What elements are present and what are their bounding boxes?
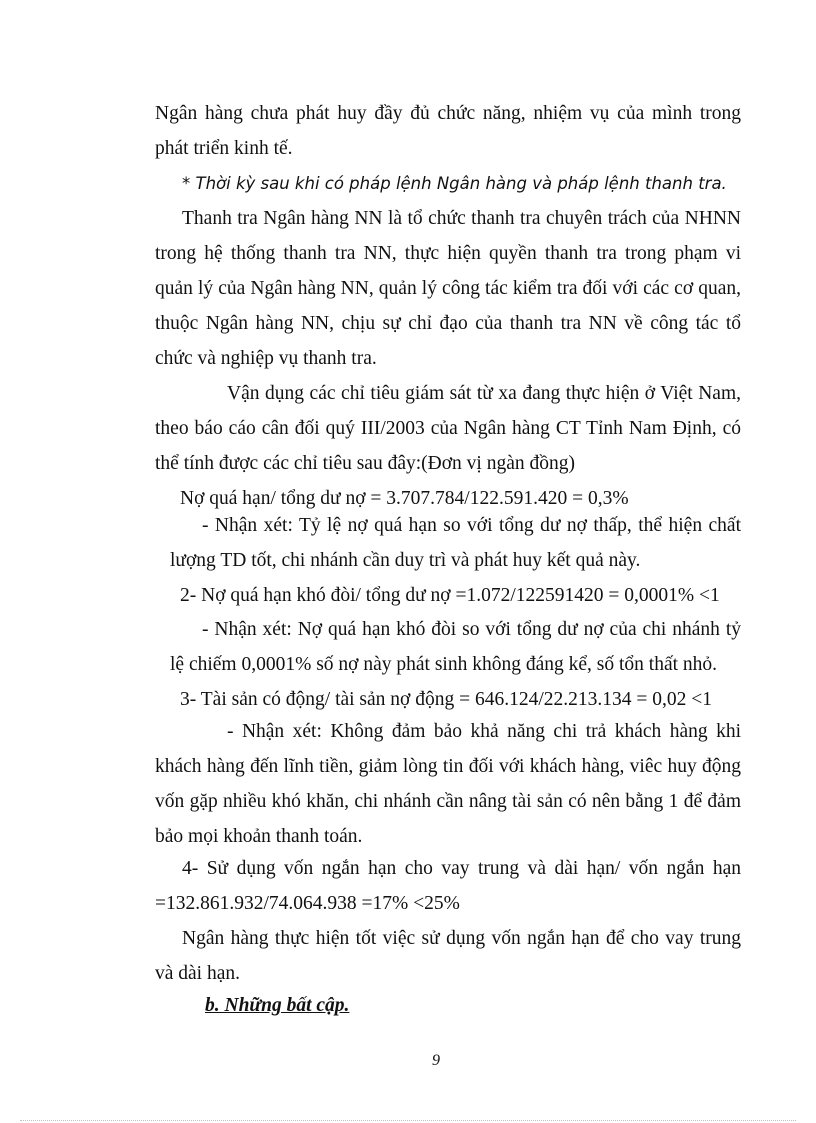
ratio-overdue-total: Nợ quá hạn/ tổng dư nợ = 3.707.784/122.591.420 = 0,3% [180,488,629,509]
intro-paragraph: Ngân hàng chưa phát huy đầy đủ chức năng, nhiệm vụ của mình trong phát triển kinh tế. [155,103,741,159]
ratio-liquid-assets: 3- Tài sản có động/ tài sản nợ động = 646.124/22.213.134 = 0,02 <1 [180,689,713,710]
ratio-short-term-capital: 4- Sử dụng vốn ngắn hạn cho vay trung và dài hạn/ vốn ngắn hạn =132.861.932/74.064.938 =17% <25% [155,858,741,914]
period-note: * Thời kỳ sau khi có pháp lệnh Ngân hàng và pháp lệnh thanh tra. [182,174,727,193]
inspection-paragraph: Thanh tra Ngân hàng NN là tổ chức thanh tra chuyên trách của NHNN trong hệ thống thanh tra NN, thực hiện quyền thanh tra trong phạm vi quản lý của Ngân hàng NN, quản lý công tác kiểm tra đối với các cơ quan, thuộc Ngân hàng NN, chịu sự chỉ đạo của thanh tra NN về công tác tổ chức và nghiệp vụ thanh tra. [155,208,741,369]
conclusion-paragraph: Ngân hàng thực hiện tốt việc sử dụng vốn ngắn hạn để cho vay trung và dài hạn. [155,928,741,984]
page-number: 9 [432,1052,440,1069]
ratio-bad-debt: 2- Nợ quá hạn khó đòi/ tổng dư nợ =1.072/122591420 = 0,0001% <1 [180,585,720,606]
section-heading-b: b. Những bất cập. [205,995,350,1016]
indicators-intro-paragraph: Vận dụng các chỉ tiêu giám sát từ xa đang thực hiện ở Việt Nam, theo báo cáo cân đối quý III/2003 của Ngân hàng CT Tỉnh Nam Định, có thể tính được các chỉ tiêu sau đây:(Đơn vị ngàn đồng) [155,383,741,474]
comment-1: - Nhận xét: Tỷ lệ nợ quá hạn so với tổng dư nợ thấp, thể hiện chất lượng TD tốt, chi nhánh cần duy trì và phát huy kết quả này. [170,515,741,571]
footer-divider [20,1120,796,1121]
comment-2: - Nhận xét: Nợ quá hạn khó đòi so với tổng dư nợ của chi nhánh tỷ lệ chiếm 0,0001% số nợ này phát sinh không đáng kể, số tổn thất nhỏ. [170,619,741,675]
comment-3: - Nhận xét: Không đảm bảo khả năng chi trả khách hàng khi khách hàng đến lĩnh tiền, giảm lòng tin đối với khách hàng, viêc huy động vốn gặp nhiều khó khăn, chi nhánh cần nâng tài sản có nên bằng 1 để đảm bảo mọi khoản thanh toán. [155,721,741,847]
